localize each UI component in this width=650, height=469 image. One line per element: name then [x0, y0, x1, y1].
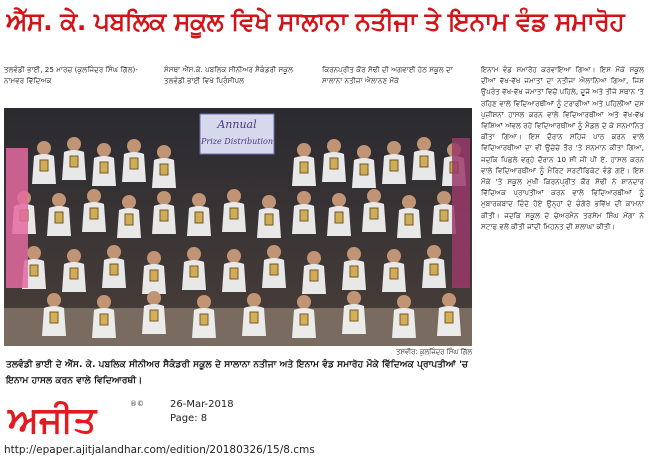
edition-meta — [170, 398, 234, 426]
banner-line-2: Prize Distribution — [201, 137, 273, 146]
newspaper-logo — [4, 392, 154, 440]
article-column-3: ਕਿਰਨਪ੍ਰੀਤ ਕੌਰ ਸੋਢੀ ਦੀ ਅਗਵਾਈ ਹੇਠ ਸਕੂਲ ਦਾ ਸਾਲਾਨਾ ਨਤੀਜਾ ਐਲਾਨਣ ਮੌਕੇ — [322, 65, 453, 86]
banner — [200, 114, 274, 154]
group-photo — [4, 108, 472, 346]
group-photo-illustration — [4, 108, 472, 346]
photo-caption: ਤਲਵੰਡੀ ਭਾਈ ਦੇ ਐੱਸ. ਕੇ. ਪਬਲਿਕ ਸੀਨੀਅਰ ਸੈਕੰਡਰੀ ਸਕੂਲ ਦੇ ਸਾਲਾਨਾ ਨਤੀਜਾ ਅਤੇ ਇਨਾਮ ਵੰਡ ਸਮਾਰੋਹ ਮੌਕੇ ਵਿੱਦਿਅਕ ਪ੍ਰਾਪਤੀਆਂ 'ਚ ਇਨਾਮ ਹਾਸਲ ਕਰਨ ਵਾਲੇ ਵਿਦਿਆਰਥੀ। — [6, 359, 469, 386]
epaper-url[interactable]: http://epaper.ajitjalandhar.com/edition/20180326/15/8.cms — [4, 444, 315, 456]
logo-text: ਅਜੀਤ — [8, 400, 97, 440]
edition-page: Page: 8 — [170, 413, 208, 424]
article-column-1: ਤਲਵੰਡੀ ਭਾਈ, 25 ਮਾਰਚ (ਕੁਲਜਿੰਦਰ ਸਿੰਘ ਗਿੱਲ)-ਨਾਮਵਰ ਵਿੱਦਿਅਕ — [4, 65, 138, 86]
headline: ਐੱਸ. ਕੇ. ਪਬਲਿਕ ਸਕੂਲ ਵਿਖੇ ਸਾਲਾਨਾ ਨਤੀਜਾ ਤੇ ਇਨਾਮ ਵੰਡ ਸਮਾਰੋਹ — [6, 7, 625, 36]
registered-mark: ®© — [130, 400, 144, 408]
photo-credit: ਤਸਵੀਰ: ਕੁਲਜਿੰਦਰ ਸਿੰਘ ਗਿੱਲ — [395, 348, 472, 356]
article-column-2: ਸੰਸਥਾ ਐੱਸ.ਕੇ. ਪਬਲਿਕ ਸੀਨੀਅਰ ਸੈਕੰਡਰੀ ਸਕੂਲ ਤਲਵੰਡੀ ਭਾਈ ਵਿਖੇ ਪ੍ਰਿੰਸੀਪਲ — [164, 65, 293, 86]
article-column-4: ਇਨਾਮ ਵੰਡ ਸਮਾਰੋਹ ਕਰਵਾਇਆ ਗਿਆ। ਇਸ ਮੌਕੇ ਸਕੂਲ ਦੀਆਂ ਵੱਖ-ਵੱਖ ਜਮਾਤਾਂ ਦਾ ਨਤੀਜਾ ਐਲਾਨਿਆ ਗਿਆ, ਜਿਸ ਉਪਰੰਤ ਵੱਖ-ਵੱਖ ਜਮਾਤਾਂ ਵਿਚੋਂ ਪਹਿਲੇ, ਦੂਜੇ ਅਤੇ ਤੀਜੇ ਸਥਾਨ 'ਤੇ ਰਹਿਣ ਵਾਲੇ ਵਿਦਿਆਰਥੀਆਂ ਨੂੰ ਟਰਾਫੀਆਂ ਅਤੇ ਪਹਿਲੀਆਂ ਦਸ ਪੁਜ਼ੀਸ਼ਨਾਂ ਹਾਸਲ ਕਰਨ ਵਾਲੇ ਵਿਦਿਆਰਥੀਆਂ ਅਤੇ ਵੱਖ-ਵੱਖ ਵਿਸ਼ਿਆਂ ਅੱਵਲ ਰਹੇ ਵਿਦਿਆਰਥੀਆਂ ਨੂੰ ਮੈਡਲ ਦੇ ਕੇ ਸਨਮਾਨਿਤ ਕੀਤਾ ਗਿਆ। ਇਸ ਦੌਰਾਨ ਸਹਿਜ ਪਾਠ ਕਰਨ ਵਾਲੇ ਵਿਦਿਆਰਥੀਆਂ ਦਾ ਵੀ ਉਚੇਚੇ ਤੌਰ 'ਤੇ ਸਨਮਾਨ ਕੀਤਾ ਗਿਆ, ਜਦਕਿ ਪਿਛਲੇ ਵਰ੍ਹੇ ਦੌਰਾਨ 10 ਸੀ ਜੀ ਪੀ ਏ. ਹਾਸਲ ਕਰਨ ਵਾਲੇ ਵਿਦਿਆਰਥੀਆਂ ਨੂੰ ਮੈਰਿਟ ਸਰਟੀਫਿਕੇਟ ਵੰਡੇ ਗਏ। ਇਸ ਮੌਕੇ 'ਤੇ ਸਕੂਲ ਮੁਖੀ ਕਿਰਨਪ੍ਰੀਤ ਕੌਰ ਸੋਢੀ ਨੇ ਸ਼ਾਨਦਾਰ ਵਿੱਦਿਅਕ ਪ੍ਰਾਪਤੀਆਂ ਕਰਨ ਵਾਲੇ ਵਿਦਿਆਰਥੀਆਂ ਨੂੰ ਮੁਬਾਰਕਬਾਦ ਦਿੰਦੇ ਹੋਏ ਉਨ੍ਹਾਂ ਦੇ ਚੰਗੇਰੇ ਭਵਿੱਖ ਦੀ ਕਾਮਨਾ ਕੀਤੀ। ਜਦਕਿ ਸਕੂਲ ਦੇ ਚੇਅਰਮੈਨ ਤਰਸੇਮ ਸਿੰਘ ਮੋਂਗਾ ਨੇ ਸਟਾਫ ਵਲੋਂ ਕੀਤੀ ਜਾਂਦੀ ਮਿਹਨਤ ਦੀ ਸ਼ਲਾਘਾ ਕੀਤੀ। — [481, 65, 644, 231]
banner-line-1: Annual — [217, 118, 257, 131]
edition-date: 26-Mar-2018 — [170, 399, 234, 410]
